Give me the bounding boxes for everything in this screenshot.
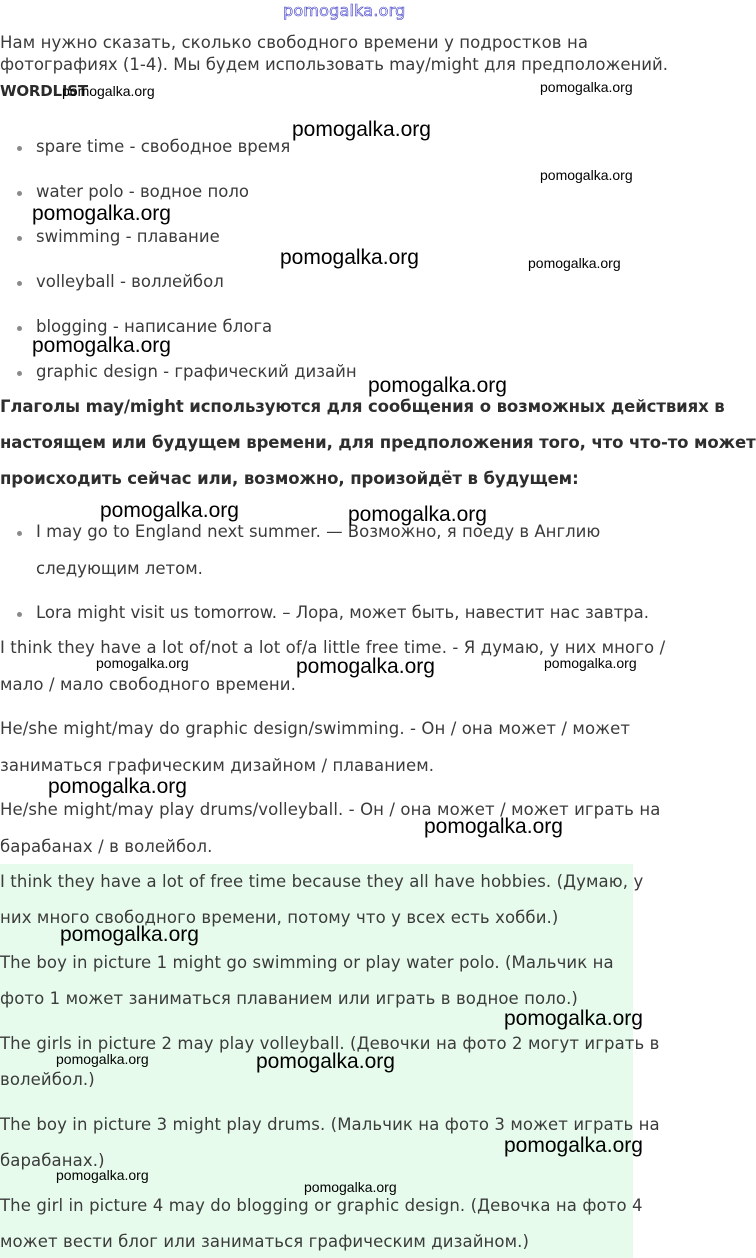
watermark: pomogalka.org bbox=[504, 1134, 643, 1157]
watermark: pomogalka.org bbox=[368, 374, 507, 397]
template-line: I think they have a lot of/not a lot of/a little free time. - Я думаю, у них много / bbox=[0, 638, 666, 657]
watermark: pomogalka.org bbox=[296, 655, 435, 678]
watermark: pomogalka.org bbox=[544, 655, 637, 671]
watermark: pomogalka.org bbox=[56, 1051, 149, 1067]
watermark: pomogalka.org bbox=[56, 1167, 149, 1183]
bullet-icon bbox=[17, 612, 22, 617]
watermark: pomogalka.org bbox=[292, 118, 431, 141]
watermark: pomogalka.org bbox=[280, 246, 419, 269]
watermark: pomogalka.org bbox=[32, 334, 171, 357]
watermark: pomogalka.org bbox=[100, 499, 239, 522]
wordlist-item-text: graphic design - графический дизайн bbox=[36, 362, 357, 381]
answer-line: The girls in picture 2 may play volleyball. (Девочки на фото 2 могут играть в bbox=[0, 1034, 660, 1053]
example-line: I may go to England next summer. — Возможно, я поеду в Англию bbox=[36, 522, 601, 541]
answer-line: The boy in picture 3 might play drums. (Мальчик на фото 3 может играть на bbox=[0, 1115, 660, 1134]
bullet-icon bbox=[17, 326, 22, 331]
template-line: He/she might/may play drums/volleyball. - Он / она может / может играть на bbox=[0, 800, 661, 819]
watermark: pomogalka.org bbox=[60, 923, 199, 946]
watermark: pomogalka.org bbox=[48, 775, 187, 798]
bullet-icon bbox=[17, 371, 22, 376]
watermark: pomogalka.org bbox=[304, 1179, 397, 1195]
wordlist-item-text: spare time - свободное время bbox=[36, 137, 291, 156]
example-line: следующим летом. bbox=[36, 559, 203, 578]
template-line: барабанах / в волейбол. bbox=[0, 837, 213, 856]
bullet-icon bbox=[17, 191, 22, 196]
wordlist-item-text: swimming - плавание bbox=[36, 227, 220, 246]
watermark: pomogalka.org bbox=[540, 167, 633, 183]
watermark: pomogalka.org bbox=[540, 79, 633, 95]
answer-line: The girl in picture 4 may do blogging or graphic design. (Девочка на фото 4 bbox=[0, 1196, 643, 1215]
intro-text: Нам нужно сказать, сколько свободного времени у подростков на bbox=[0, 33, 589, 52]
wordlist-item-text: blogging - написание блога bbox=[36, 317, 273, 336]
answer-line: них много свободного времени, потому что у всех есть хобби.) bbox=[0, 908, 559, 927]
bullet-icon bbox=[17, 146, 22, 151]
watermark: pomogalka.org bbox=[32, 202, 171, 225]
bullet-icon bbox=[17, 281, 22, 286]
answer-line: барабанах.) bbox=[0, 1151, 105, 1170]
wordlist-item-text: volleyball - воллейбол bbox=[36, 272, 224, 291]
watermark: pomogalka.org bbox=[424, 815, 563, 838]
template-line: заниматься графическим дизайном / плаванием. bbox=[0, 756, 435, 775]
watermark: pomogalka.org bbox=[96, 655, 189, 671]
bullet-icon bbox=[17, 531, 22, 536]
answer-line: The boy in picture 1 might go swimming or play water polo. (Мальчик на bbox=[0, 953, 614, 972]
watermark: pomogalka.org bbox=[348, 503, 487, 526]
grammar-rule-line: настоящем или будущем времени, для предположения того, что что-то может bbox=[0, 433, 756, 452]
watermark: pomogalka.org bbox=[62, 83, 155, 99]
wordlist-item-text: water polo - водное поло bbox=[36, 182, 249, 201]
watermark: pomogalka.org bbox=[528, 255, 621, 271]
watermark: pomogalka.org bbox=[256, 1050, 395, 1073]
site-header-logo[interactable]: pomogalka.org bbox=[283, 1, 406, 20]
intro-text-cut-line: фотографиях (1-4). Мы будем использовать may/might для предположений. bbox=[0, 55, 668, 74]
template-line: He/she might/may do graphic design/swimming. - Он / она может / может bbox=[0, 719, 631, 738]
answer-line: фото 1 может заниматься плаванием или играть в водное поло.) bbox=[0, 989, 578, 1008]
grammar-rule-line: Глаголы may/might используются для сообщения о возможных действиях в bbox=[0, 397, 725, 416]
answer-line: может вести блог или заниматься графическим дизайном.) bbox=[0, 1232, 530, 1251]
example-line: Lora might visit us tomorrow. – Лора, может быть, навестит нас завтра. bbox=[36, 603, 650, 622]
answer-line: волейбол.) bbox=[0, 1070, 95, 1089]
wordlist-heading: WORDLIST bbox=[0, 82, 88, 100]
template-line: мало / мало свободного времени. bbox=[0, 675, 296, 694]
watermark: pomogalka.org bbox=[504, 1007, 643, 1030]
bullet-icon bbox=[17, 236, 22, 241]
grammar-rule-line: происходить сейчас или, возможно, произойдёт в будущем: bbox=[0, 469, 579, 488]
answer-line: I think they have a lot of free time because they all have hobbies. (Думаю, у bbox=[0, 872, 644, 891]
